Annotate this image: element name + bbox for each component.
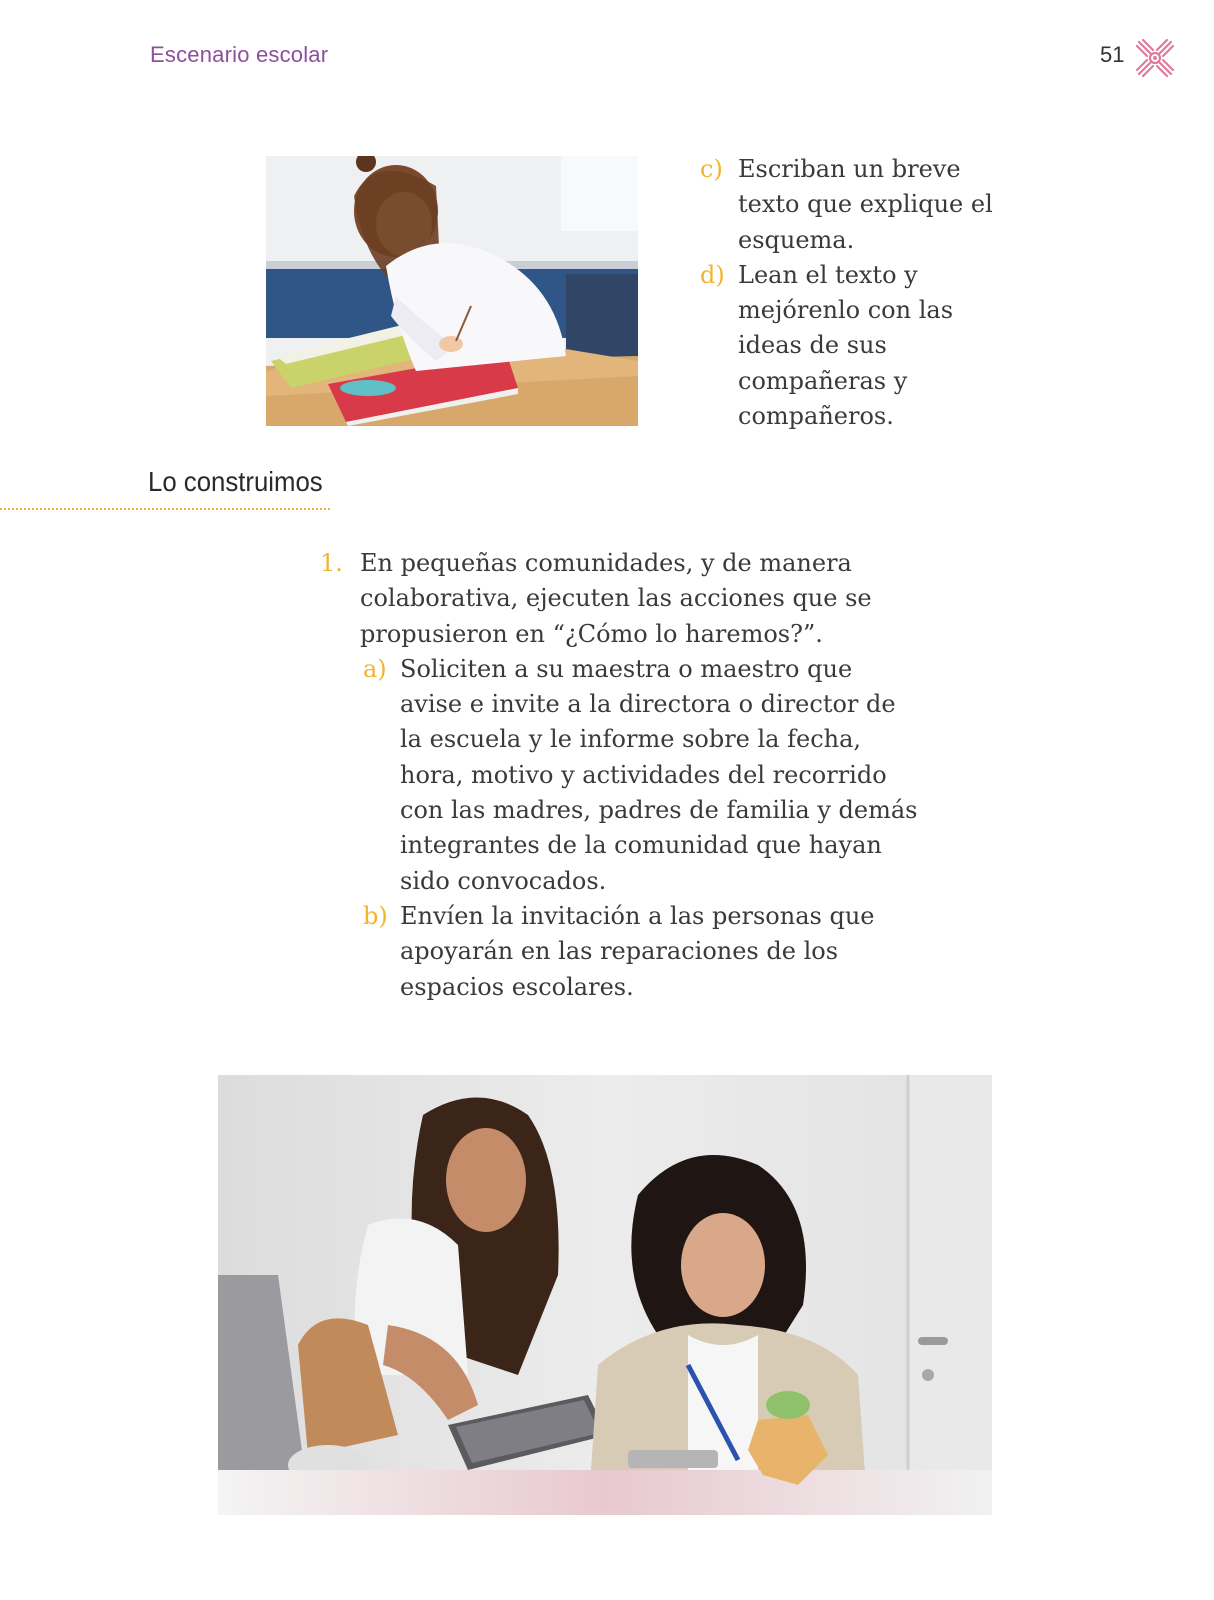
page-number: 51 (1100, 42, 1125, 67)
list-item-text: Envíen la invitación a las personas que apoyarán en las reparaciones de los espacios escolares. (400, 901, 875, 1001)
list-item-text: Escriban un breve texto que explique el esquema. (738, 155, 993, 254)
photo-student-writing (266, 156, 638, 426)
asterisk-pattern-icon (1135, 38, 1175, 78)
list-marker: c) (700, 155, 723, 183)
list-marker: b) (363, 901, 388, 930)
photo-women-working (218, 1075, 992, 1515)
sub-list-item (320, 899, 920, 1005)
section-divider (0, 508, 330, 510)
running-header: Escenario escolar (150, 42, 329, 67)
list-item-text: En pequeñas comunidades, y de manera colaborativa, ejecuten las acciones que se propusieron en “¿Cómo lo haremos?”. (360, 549, 872, 648)
list-marker: d) (700, 260, 725, 289)
list-item (700, 258, 1000, 434)
sub-list-item (320, 652, 920, 899)
activity-list (320, 546, 920, 1005)
list-marker: a) (363, 654, 387, 683)
activity-list-continued (700, 152, 1000, 434)
list-item-text: Lean el texto y mejórenlo con las ideas de sus compañeras y compañeros. (738, 260, 954, 431)
list-marker: 1. (320, 549, 343, 577)
list-item (320, 546, 920, 652)
list-item-text: Soliciten a su maestra o maestro que avise e invite a la directora o director de la escuela y le informe sobre la fecha, hora, motivo y actividades del recorrido con las madres, padres de familia y demás integrantes de la comunidad que hayan sido convocados. (400, 654, 918, 895)
list-item (700, 152, 1000, 258)
section-heading: Lo construimos (148, 466, 323, 497)
